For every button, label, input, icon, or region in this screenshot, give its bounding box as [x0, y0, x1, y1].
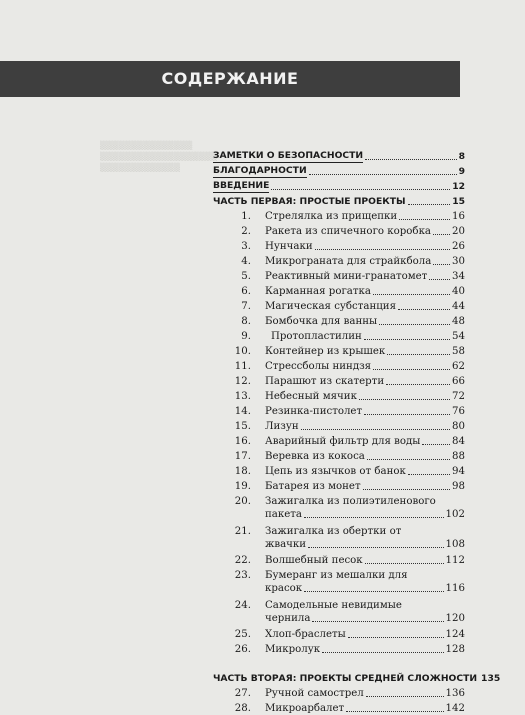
toc-item-title: Микрограната для страйкбола: [265, 256, 432, 267]
toc-item-page: 20: [452, 226, 465, 237]
toc-item-number: 16.: [234, 436, 251, 447]
toc-item-page: 98: [452, 481, 465, 492]
toc-item-page: 142: [445, 703, 465, 714]
dot-leader: [346, 711, 443, 712]
toc-item-page: 84: [452, 436, 465, 447]
toc-item-number: 19.: [234, 481, 251, 492]
toc-item-title: Волшебный песок: [265, 555, 363, 566]
dot-leader: [379, 324, 450, 325]
toc-item-number: 20.: [234, 496, 251, 507]
toc-item-number: 13.: [234, 391, 251, 402]
dot-leader: [364, 339, 450, 340]
toc-item-page: 76: [452, 406, 465, 417]
toc-item-title: Ракета из спичечного коробка: [265, 226, 432, 237]
toc-item-number: 6.: [241, 286, 251, 297]
toc-item-title: Микролук: [265, 644, 321, 655]
dot-leader: [308, 547, 443, 548]
toc-item-number: 14.: [234, 406, 251, 417]
toc-item-number: 2.: [241, 226, 251, 237]
dot-leader: [373, 294, 450, 295]
toc-item-number: 21.: [234, 526, 251, 537]
toc-item-page: 128: [445, 644, 465, 655]
toc-item-number: 9.: [241, 331, 251, 342]
toc-item-page: 120: [445, 613, 465, 624]
toc-item-title: Аварийный фильтр для воды: [265, 436, 421, 447]
dot-leader: [271, 189, 450, 190]
toc-item-title-continued: чернила: [265, 613, 311, 624]
toc-section-introduction[interactable]: [213, 180, 465, 193]
dot-leader: [365, 159, 457, 160]
toc-section-title: ВВЕДЕНИЕ: [213, 180, 270, 191]
toc-item-number: 24.: [234, 600, 251, 611]
toc-item-title-continued: пакета: [265, 509, 302, 520]
toc-item-title: Стрессболы ниндзя: [265, 361, 372, 372]
toc-item-title: Протопластилин: [271, 331, 362, 342]
toc-item[interactable]: [213, 569, 465, 597]
dot-leader: [365, 563, 444, 564]
dot-leader: [429, 279, 450, 280]
toc-item-page: 34: [452, 271, 465, 282]
toc-item-page: 26: [452, 241, 465, 252]
toc-item-title: Батарея из монет: [265, 481, 361, 492]
dot-leader: [408, 474, 450, 475]
dot-leader: [398, 309, 450, 310]
dot-leader: [301, 429, 450, 430]
dot-leader: [364, 414, 450, 415]
toc-item-number: 5.: [241, 271, 251, 282]
toc-item-title: Контейнер из крышек: [265, 346, 386, 357]
toc-item[interactable]: [213, 495, 465, 523]
toc-item-page: 80: [452, 421, 465, 432]
toc-item[interactable]: [213, 525, 465, 553]
toc-item-title: Зажигалка из полиэтиленового: [265, 496, 436, 507]
toc-item-title: Небесный мячик: [265, 391, 357, 402]
toc-section-part-one[interactable]: [213, 195, 465, 208]
toc-item-number: 15.: [234, 421, 251, 432]
toc-item-page: 30: [452, 256, 465, 267]
dot-leader: [348, 637, 444, 638]
toc-item-title: Цепь из язычков от банок: [265, 466, 406, 477]
toc-item-page: 102: [445, 509, 465, 520]
toc-section-page: 9: [458, 166, 465, 177]
toc-item-page: 66: [452, 376, 465, 387]
dot-leader: [359, 399, 450, 400]
toc-item-page: 88: [452, 451, 465, 462]
toc-item-title: Реактивный мини-гранатомет: [265, 271, 428, 282]
dot-leader: [387, 354, 450, 355]
dot-leader: [386, 384, 450, 385]
toc-section-part-two[interactable]: [213, 672, 501, 685]
dot-leader: [309, 174, 457, 175]
toc-item[interactable]: [213, 599, 465, 627]
toc-item-page: 136: [445, 688, 465, 699]
dot-leader: [304, 591, 443, 592]
dot-leader: [367, 459, 450, 460]
dot-leader: [433, 264, 450, 265]
dot-leader: [322, 652, 443, 653]
dot-leader: [399, 219, 450, 220]
dot-leader: [422, 444, 450, 445]
toc-item-page: 94: [452, 466, 465, 477]
toc-item-title: Стрелялка из прищепки: [265, 211, 398, 222]
toc-item-number: 12.: [234, 376, 251, 387]
toc-item-page: 116: [445, 583, 465, 594]
dot-leader: [408, 204, 451, 205]
toc-item-page: 108: [445, 539, 465, 550]
toc-item-page: 62: [452, 361, 465, 372]
toc-item-title: Зажигалка из обертки от: [265, 526, 402, 537]
toc-item-title: Лизун: [265, 421, 299, 432]
toc-item-page: 72: [452, 391, 465, 402]
toc-item-title: Магическая субстанция: [265, 301, 397, 312]
toc-item-page: 44: [452, 301, 465, 312]
toc-item-title-continued: красок: [265, 583, 303, 594]
toc-item-page: 40: [452, 286, 465, 297]
toc-item-number: 8.: [241, 316, 251, 327]
toc-item-page: 58: [452, 346, 465, 357]
toc-item-number: 25.: [234, 629, 251, 640]
toc-item-title: Веревка из кокоса: [265, 451, 365, 462]
toc-item-number: 3.: [241, 241, 251, 252]
page-title: СОДЕРЖАНИЕ: [161, 69, 299, 88]
toc-section-safety[interactable]: [213, 150, 465, 163]
toc-section-title: ЗАМЕТКИ О БЕЗОПАСНОСТИ: [213, 150, 364, 161]
toc-section-page: 8: [458, 151, 465, 162]
toc-item-number: 4.: [241, 256, 251, 267]
toc-item-number: 23.: [234, 570, 251, 581]
toc-item-number: 11.: [234, 361, 251, 372]
toc-item-number: 26.: [234, 644, 251, 655]
toc-section-page: 15: [452, 196, 465, 207]
toc-section-page: 12: [452, 181, 465, 192]
dot-leader: [315, 249, 450, 250]
toc-item-page: 112: [445, 555, 465, 566]
dot-leader: [433, 234, 450, 235]
toc-item-page: 16: [452, 211, 465, 222]
toc-item-number: 18.: [234, 466, 251, 477]
toc-item-title: Резинка-пистолет: [265, 406, 363, 417]
toc-item-title: Нунчаки: [265, 241, 313, 252]
toc-item-page: 54: [452, 331, 465, 342]
toc-item-title: Микроарбалет: [265, 703, 345, 714]
toc-item-number: 17.: [234, 451, 251, 462]
toc-item-number: 10.: [234, 346, 251, 357]
toc-item-title-continued: жвачки: [265, 539, 307, 550]
show-through-text: ▒▒▒▒▒▒▒▒▒▒▒▒▒▒▒ ▒▒▒▒▒▒▒▒▒▒▒▒▒▒▒▒▒▒▒ ▒▒▒▒▒▒▒▒▒▒▒▒▒: [100, 141, 217, 172]
toc-item-title: Бумеранг из мешалки для: [265, 570, 408, 581]
toc-item-number: 1.: [241, 211, 251, 222]
toc-item-title: Ручной самострел: [265, 688, 364, 699]
toc-item-number: 28.: [234, 703, 251, 714]
toc-item-number: 27.: [234, 688, 251, 699]
toc-section-acknowledgements[interactable]: [213, 165, 465, 178]
toc-item-title: Хлоп-браслеты: [265, 629, 346, 640]
toc-item-title: Карманная рогатка: [265, 286, 371, 297]
dot-leader: [366, 696, 444, 697]
toc-item-page: 124: [445, 629, 465, 640]
contents-header-bar: [0, 61, 460, 97]
toc-section-title: ЧАСТЬ ВТОРАЯ: ПРОЕКТЫ СРЕДНЕЙ СЛОЖНОСТИ: [213, 673, 478, 684]
toc-item-page: 48: [452, 316, 465, 327]
dot-leader: [312, 621, 443, 622]
toc-item-title: Бомбочка для ванны: [265, 316, 378, 327]
toc-section-title: БЛАГОДАРНОСТИ: [213, 165, 307, 176]
dot-leader: [304, 517, 444, 518]
toc-section-title: ЧАСТЬ ПЕРВАЯ: ПРОСТЫЕ ПРОЕКТЫ: [213, 196, 406, 207]
dot-leader: [363, 489, 450, 490]
toc-item-number: 22.: [234, 555, 251, 566]
toc-item-title: Самодельные невидимые: [265, 600, 402, 611]
toc-item-title: Парашют из скатерти: [265, 376, 385, 387]
toc-item-number: 7.: [241, 301, 251, 312]
dot-leader: [373, 369, 450, 370]
toc-section-page: 135: [481, 673, 501, 684]
